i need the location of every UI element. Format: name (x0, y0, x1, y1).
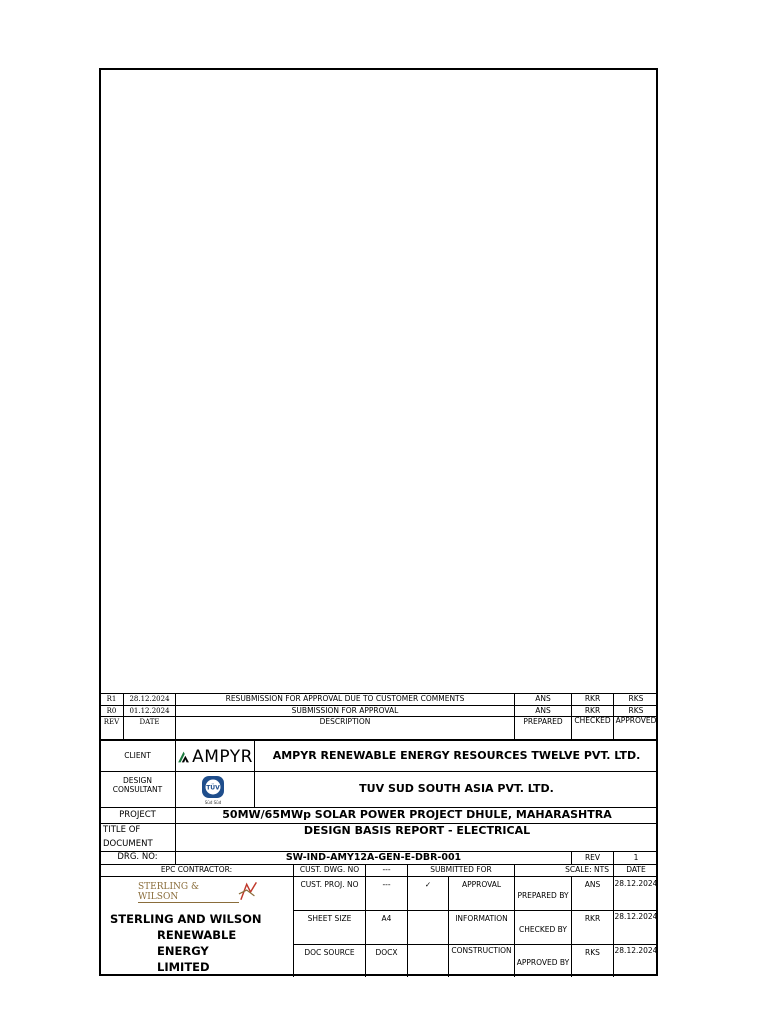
epc-label: EPC CONTRACTOR: (160, 865, 233, 875)
prepared-by-label: PREPARED BY (517, 891, 569, 901)
drg-rev-value: 1 (633, 852, 639, 862)
rev-header-description: DESCRIPTION (319, 717, 371, 726)
epc-company-line-1: STERLING AND WILSON (110, 912, 262, 926)
cust-proj-value: --- (382, 879, 391, 889)
document-title: DESIGN BASIS REPORT - ELECTRICAL (303, 824, 531, 837)
rev-header-rev: REV (103, 717, 120, 726)
doc-source-value: DOCX (375, 947, 398, 957)
epc-company-line-3: LIMITED (157, 960, 210, 974)
epc-company-line-2: RENEWABLE ENERGY (157, 928, 237, 958)
rev-r1-prepared: ANS (535, 694, 551, 704)
construction-label: CONSTRUCTION (451, 946, 512, 955)
rev-r0-id: R0 (106, 706, 117, 715)
ampyr-arrow-icon (177, 746, 190, 768)
project-label: PROJECT (119, 809, 156, 820)
client-name: AMPYR RENEWABLE ENERGY RESOURCES TWELVE PVT. LTD. (272, 748, 641, 762)
tuv-seal-icon (200, 774, 226, 800)
prepared-by-value: ANS (584, 879, 601, 889)
rev-header-date: DATE (139, 717, 160, 726)
checked-by-value: RKR (584, 913, 601, 923)
drg-rev-label: REV (584, 852, 601, 862)
sheet-size-label: SHEET SIZE (307, 913, 352, 923)
rev-r0-checked: RKR (584, 706, 601, 715)
rev-header-prepared: PREPARED (523, 717, 563, 726)
tuv-seal-text: TÜV (206, 784, 220, 792)
drawing-frame (99, 68, 658, 976)
doc-source-label: DOC SOURCE (304, 947, 355, 957)
rev-r0-description: SUBMISSION FOR APPROVAL (291, 706, 399, 715)
rev-r1-description: RESUBMISSION FOR APPROVAL DUE TO CUSTOMER COMMENTS (225, 694, 465, 704)
rev-r0-date: 01.12.2024 (129, 706, 170, 715)
tuv-logo-sub: Süd Süd (204, 800, 222, 805)
checked-by-label: CHECKED BY (519, 925, 567, 935)
sterling-wilson-logo (138, 879, 258, 905)
approved-by-label: APPROVED BY (516, 958, 570, 968)
sheet-size-value: A4 (381, 913, 392, 923)
approval-check: ✓ (424, 879, 432, 889)
sterling-wilson-emblem-icon (237, 880, 258, 904)
submitted-for-label: SUBMITTED FOR (430, 865, 492, 875)
epc-company-name (110, 911, 291, 975)
cust-dwg-value: --- (382, 865, 391, 875)
approved-by-value: RKS (585, 947, 600, 957)
rev-header-approved: APPROVED (615, 717, 657, 725)
client-label: CLIENT (124, 750, 151, 760)
approval-label: APPROVAL (461, 879, 502, 889)
checked-date: 28.12.2024 (614, 913, 658, 921)
approved-date: 28.12.2024 (614, 947, 658, 955)
rev-r1-date: 28.12.2024 (129, 695, 170, 704)
consultant-name: TUV SUD SOUTH ASIA PVT. LTD. (359, 782, 554, 796)
sterling-wilson-logo-text: STERLING & WILSON (138, 882, 239, 903)
tuv-logo (176, 772, 254, 807)
ampyr-logo (177, 744, 253, 770)
prepared-date: 28.12.2024 (614, 880, 658, 888)
rev-header-checked: CHECKED (574, 717, 611, 725)
scale-label: SCALE: NTS (565, 865, 609, 875)
cust-dwg-label: CUST. DWG. NO (299, 865, 360, 875)
cust-proj-label: CUST. PROJ. NO (300, 879, 359, 889)
rev-r1-approved: RKS (628, 694, 644, 704)
drg-no-value: SW-IND-AMY12A-GEN-E-DBR-001 (285, 852, 462, 863)
information-label: INFORMATION (455, 913, 508, 923)
ampyr-logo-text: AMPYR (192, 747, 253, 767)
rev-r0-prepared: ANS (535, 706, 551, 715)
rev-r1-id: R1 (106, 695, 117, 704)
title-label: TITLE OF DOCUMENT (103, 824, 153, 849)
project-name: 50MW/65MWp SOLAR POWER PROJECT DHULE, MAHARASHTRA (222, 808, 612, 822)
date-label: DATE (626, 865, 646, 875)
rev-r0-approved: RKS (628, 706, 644, 715)
drg-no-label: DRG. NO: (117, 852, 158, 863)
consultant-label: DESIGN CONSULTANT (112, 775, 163, 794)
rev-r1-checked: RKR (584, 694, 601, 704)
